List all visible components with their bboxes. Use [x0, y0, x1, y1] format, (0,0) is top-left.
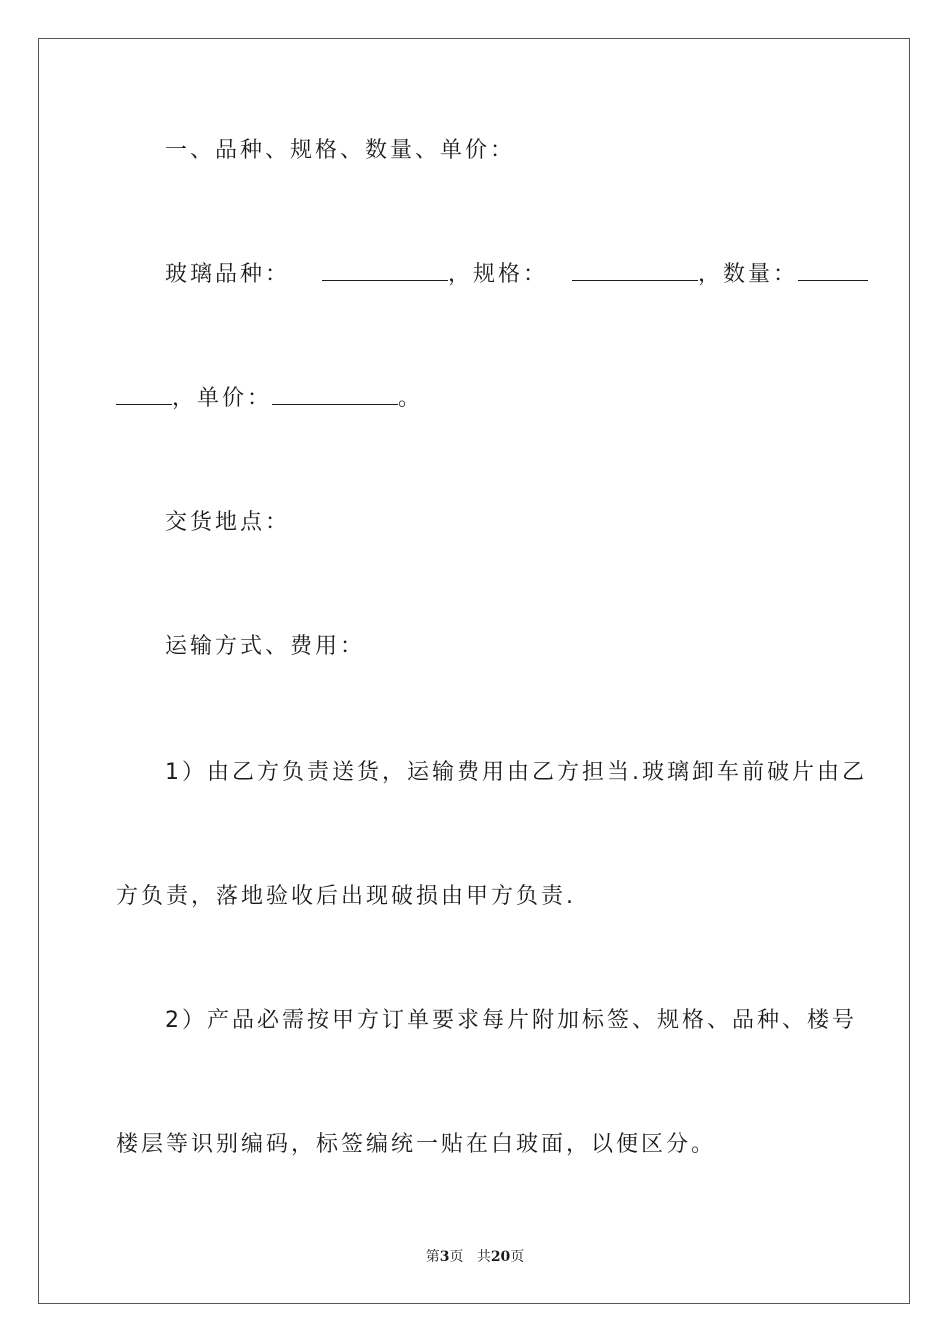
item-1-line-2: 方负责，落地验收后出现破损由甲方负责. [116, 884, 576, 909]
item-1-line-1: 1）由乙方负责送货，运输费用由乙方担当.玻璃卸车前破片由乙 [165, 760, 867, 785]
period-mark: 。 [398, 386, 424, 411]
spec-blank[interactable] [572, 260, 698, 281]
item-2-line-1: 2）产品必需按甲方订单要求每片附加标签、规格、品种、楼号 [165, 1008, 857, 1033]
page-border [38, 38, 910, 1304]
quantity-blank-part1[interactable] [798, 260, 868, 281]
item-2-line-2: 楼层等识别编码，标签编统一贴在白玻面，以便区分。 [116, 1132, 717, 1157]
unit-price-label: ，单价： [172, 386, 273, 411]
glass-spec-line [165, 260, 868, 290]
glass-variety-blank[interactable] [322, 260, 448, 281]
footer-page-suffix: 页 [449, 1249, 464, 1265]
quantity-blank-part2[interactable] [116, 384, 172, 405]
unit-price-line [116, 384, 423, 414]
section-heading: 一、品种、规格、数量、单价： [165, 138, 516, 163]
transport-label: 运输方式、费用： [165, 634, 366, 659]
footer-total-pages: 20 [490, 1249, 511, 1265]
delivery-place-label: 交货地点： [165, 510, 291, 535]
footer-page-number: 3 [439, 1249, 450, 1265]
glass-variety-label: 玻璃品种： [165, 262, 291, 287]
footer-total-suffix: 页 [510, 1249, 525, 1265]
unit-price-blank[interactable] [272, 384, 398, 405]
footer-total-prefix: 共 [476, 1249, 491, 1265]
spec-label: ，规格： [448, 262, 549, 287]
quantity-label: ，数量： [698, 262, 799, 287]
page-footer [0, 1247, 950, 1267]
footer-prefix: 第 [425, 1249, 440, 1265]
